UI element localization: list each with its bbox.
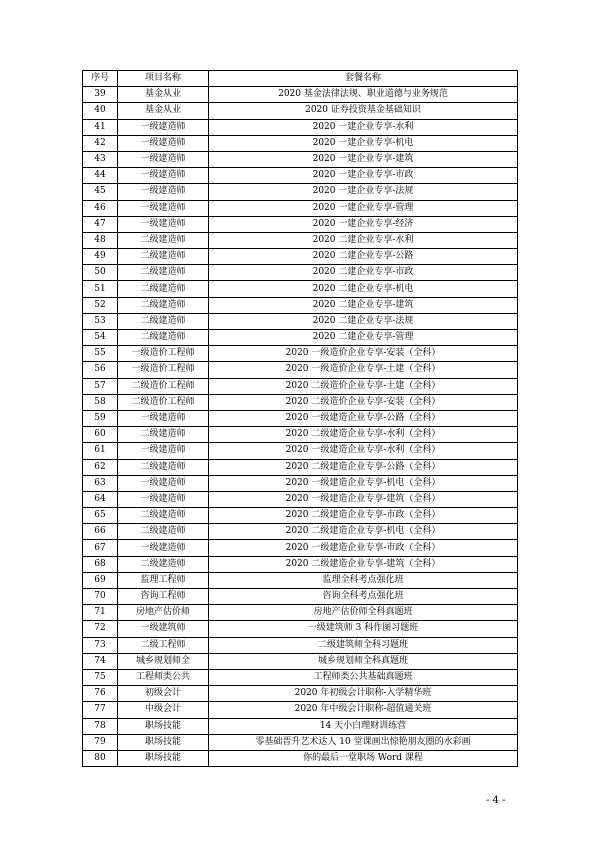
table-row [83,151,518,167]
cell-project-name: 一级建造师 [118,540,209,556]
cell-index: 63 [83,475,118,491]
cell-index: 50 [83,265,118,281]
cell-package-name: 2020 一级造价企业专享-安装（全科） [209,346,518,362]
table-row [83,702,518,718]
cell-project-name: 二级建造师 [118,330,209,346]
header-index: 序号 [83,71,118,87]
cell-index: 54 [83,330,118,346]
cell-project-name: 二级工程师 [118,637,209,653]
table-body [83,87,518,767]
table-row [83,524,518,540]
cell-index: 56 [83,362,118,378]
table-row [83,249,518,265]
cell-project-name: 基金从业 [118,87,209,103]
table-row [83,362,518,378]
cell-index: 43 [83,151,118,167]
cell-package-name: 2020 一建企业专享-管理 [209,200,518,216]
cell-package-name: 2020 一建企业专享-机电 [209,135,518,151]
cell-package-name: 2020 二建企业专享-机电 [209,281,518,297]
table-row [83,669,518,685]
cell-project-name: 咨询工程师 [118,589,209,605]
cell-package-name: 2020 二级造价企业专享-土建（全科） [209,378,518,394]
cell-project-name: 职场技能 [118,750,209,766]
cell-index: 71 [83,605,118,621]
cell-package-name: 2020 年初级会计职称-入学精华班 [209,686,518,702]
cell-index: 66 [83,524,118,540]
cell-index: 40 [83,103,118,119]
cell-project-name: 一级造价工程师 [118,346,209,362]
cell-index: 45 [83,184,118,200]
cell-project-name: 二级建造师 [118,232,209,248]
table-row [83,508,518,524]
table-row [83,119,518,135]
table-row [83,346,518,362]
cell-index: 39 [83,87,118,103]
table-row [83,621,518,637]
table-row [83,87,518,103]
cell-package-name: 你的最后一堂职场 Word 课程 [209,750,518,766]
cell-index: 53 [83,313,118,329]
cell-index: 42 [83,135,118,151]
table-header-row [83,71,518,87]
cell-package-name: 2020 一级造价企业专享-土建（全科） [209,362,518,378]
cell-index: 52 [83,297,118,313]
cell-package-name: 2020 二建企业专享-公路 [209,249,518,265]
cell-package-name: 2020 二级造价企业专享-安装（全科） [209,394,518,410]
cell-project-name: 二级建造师 [118,281,209,297]
cell-project-name: 二级造价工程师 [118,378,209,394]
cell-package-name: 2020 二级建造企业专享-机电（全科） [209,524,518,540]
cell-project-name: 二级建造师 [118,297,209,313]
cell-package-name: 2020 二建企业专享-法规 [209,313,518,329]
table-row [83,637,518,653]
cell-project-name: 一级建造师 [118,135,209,151]
cell-index: 78 [83,718,118,734]
table-row [83,394,518,410]
table-row [83,297,518,313]
cell-package-name: 2020 二建企业专享-建筑 [209,297,518,313]
cell-project-name: 工程师类公共 [118,669,209,685]
cell-project-name: 初级会计 [118,686,209,702]
table-row [83,459,518,475]
cell-index: 55 [83,346,118,362]
cell-package-name: 2020 一级建造企业专享-市政（全科） [209,540,518,556]
cell-package-name: 2020 二级建造企业专享-公路（全科） [209,459,518,475]
table-row [83,734,518,750]
cell-package-name: 城乡规划师全科真题班 [209,653,518,669]
cell-index: 59 [83,410,118,426]
table-row [83,410,518,426]
cell-project-name: 房地产估价师 [118,605,209,621]
table-row [83,605,518,621]
cell-index: 77 [83,702,118,718]
cell-index: 72 [83,621,118,637]
cell-package-name: 2020 基金法律法规、职业道德与业务规范 [209,87,518,103]
cell-project-name: 二级建造师 [118,459,209,475]
table-row [83,718,518,734]
cell-index: 79 [83,734,118,750]
table-row [83,556,518,572]
cell-package-name: 工程师类公共基础真题班 [209,669,518,685]
cell-index: 60 [83,427,118,443]
cell-index: 74 [83,653,118,669]
table-row [83,232,518,248]
cell-project-name: 监理工程师 [118,572,209,588]
cell-index: 62 [83,459,118,475]
table-row [83,216,518,232]
cell-package-name: 2020 年中级会计职称-超值通关班 [209,702,518,718]
cell-index: 67 [83,540,118,556]
cell-package-name: 14 天小白理财训练营 [209,718,518,734]
cell-index: 76 [83,686,118,702]
cell-index: 73 [83,637,118,653]
page-number: - 4 - [486,795,506,806]
cell-package-name: 2020 一级建造企业专享-公路（全科） [209,410,518,426]
cell-project-name: 城乡规划师全 [118,653,209,669]
cell-project-name: 中级会计 [118,702,209,718]
table-row [83,313,518,329]
cell-index: 57 [83,378,118,394]
cell-package-name: 2020 一建企业专享-经济 [209,216,518,232]
table-row [83,200,518,216]
cell-project-name: 一级建造师 [118,184,209,200]
course-table [82,70,518,767]
cell-index: 41 [83,119,118,135]
cell-project-name: 一级建造师 [118,443,209,459]
cell-package-name: 2020 证券投资基金基础知识 [209,103,518,119]
cell-package-name: 2020 一级建造企业专享-机电（全科） [209,475,518,491]
table-row [83,184,518,200]
cell-project-name: 二级建造师 [118,508,209,524]
cell-index: 65 [83,508,118,524]
table-row [83,475,518,491]
cell-package-name: 2020 一建企业专享-建筑 [209,151,518,167]
cell-index: 49 [83,249,118,265]
cell-package-name: 监理全科考点强化班 [209,572,518,588]
cell-index: 44 [83,168,118,184]
cell-index: 58 [83,394,118,410]
cell-index: 75 [83,669,118,685]
cell-package-name: 一级建筑师 3 科作图习题班 [209,621,518,637]
table-row [83,653,518,669]
cell-project-name: 二级建造师 [118,249,209,265]
cell-package-name: 二级建筑师全科习题班 [209,637,518,653]
cell-index: 64 [83,491,118,507]
table-row [83,265,518,281]
cell-project-name: 一级建造师 [118,168,209,184]
cell-project-name: 一级建造师 [118,491,209,507]
table-row [83,750,518,766]
cell-package-name: 2020 二级建造企业专享-市政（全科） [209,508,518,524]
cell-index: 51 [83,281,118,297]
cell-package-name: 2020 二建企业专享-管理 [209,330,518,346]
cell-project-name: 一级建造师 [118,475,209,491]
cell-package-name: 零基础晋升艺术达人 10 堂课画出惊艳朋友圈的水彩画 [209,734,518,750]
cell-package-name: 咨询全科考点强化班 [209,589,518,605]
cell-project-name: 职场技能 [118,734,209,750]
cell-project-name: 二级建造师 [118,265,209,281]
cell-project-name: 一级建造师 [118,119,209,135]
header-project-name: 项目名称 [118,71,209,87]
cell-index: 69 [83,572,118,588]
cell-project-name: 一级建造师 [118,200,209,216]
cell-index: 61 [83,443,118,459]
cell-project-name: 一级建筑师 [118,621,209,637]
table-row [83,540,518,556]
cell-project-name: 一级造价工程师 [118,362,209,378]
cell-project-name: 职场技能 [118,718,209,734]
cell-package-name: 2020 二建企业专享-水利 [209,232,518,248]
cell-package-name: 2020 一级建造企业专享-建筑（全科） [209,491,518,507]
cell-index: 47 [83,216,118,232]
cell-package-name: 2020 一级建造企业专享-水利（全科） [209,443,518,459]
table-row [83,443,518,459]
cell-index: 68 [83,556,118,572]
table-row [83,103,518,119]
cell-project-name: 二级建造师 [118,556,209,572]
cell-index: 48 [83,232,118,248]
cell-project-name: 一级建造师 [118,410,209,426]
table-row [83,330,518,346]
header-package-name: 套餐名称 [209,71,518,87]
cell-project-name: 二级造价工程师 [118,394,209,410]
cell-project-name: 二级建造师 [118,524,209,540]
table-row [83,378,518,394]
cell-package-name: 2020 一建企业专享-水利 [209,119,518,135]
cell-index: 80 [83,750,118,766]
cell-project-name: 二级建造师 [118,427,209,443]
cell-package-name: 2020 二级建造企业专享-水利（全科） [209,427,518,443]
cell-package-name: 2020 二级建造企业专享-建筑（全科） [209,556,518,572]
table-row [83,427,518,443]
cell-package-name: 2020 一建企业专享-市政 [209,168,518,184]
table-row [83,572,518,588]
cell-project-name: 一级建造师 [118,216,209,232]
table-row [83,281,518,297]
cell-package-name: 2020 二建企业专享-市政 [209,265,518,281]
cell-index: 46 [83,200,118,216]
table-row [83,135,518,151]
cell-package-name: 2020 一建企业专享-法规 [209,184,518,200]
cell-project-name: 基金从业 [118,103,209,119]
cell-index: 70 [83,589,118,605]
table-row [83,491,518,507]
table-row [83,686,518,702]
cell-project-name: 一级建造师 [118,151,209,167]
cell-project-name: 二级建造师 [118,313,209,329]
table-row [83,168,518,184]
cell-package-name: 房地产估价师全科真题班 [209,605,518,621]
table-row [83,589,518,605]
